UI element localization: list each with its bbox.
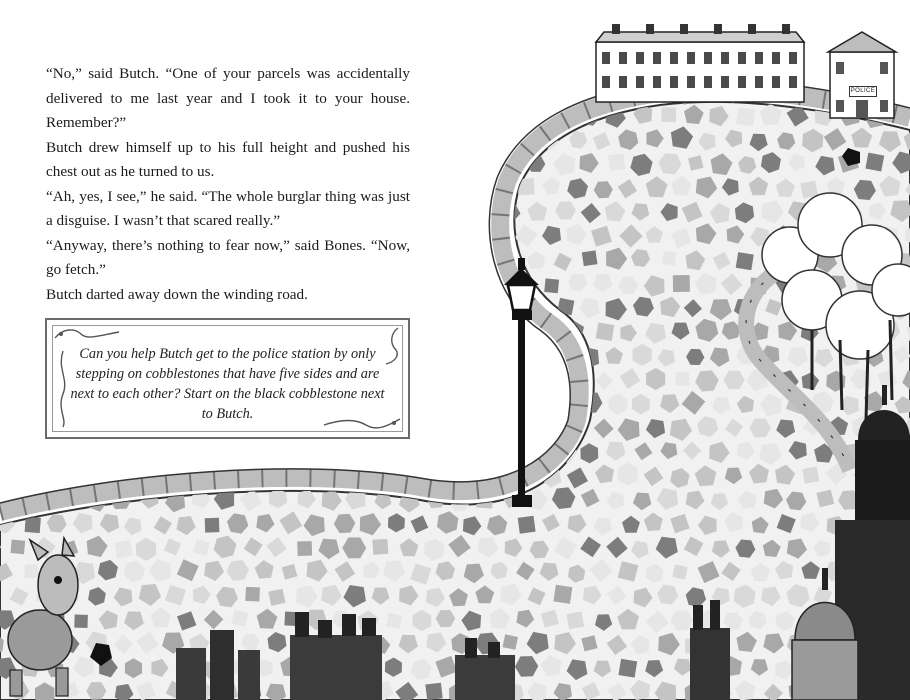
cobblestone[interactable]: [582, 250, 598, 266]
house-window: [670, 76, 678, 88]
cobblestone[interactable]: [409, 226, 429, 246]
cobblestone[interactable]: [74, 615, 88, 629]
cobblestone[interactable]: [0, 468, 15, 488]
cobblestone[interactable]: [661, 107, 676, 122]
cobblestone[interactable]: [215, 441, 235, 461]
cobblestone[interactable]: [18, 128, 38, 148]
cobblestone[interactable]: [193, 446, 208, 461]
cobblestone[interactable]: [34, 441, 57, 461]
house-window: [789, 52, 797, 64]
house-window: [772, 76, 780, 88]
cobblestone[interactable]: [478, 395, 497, 416]
cobblestone[interactable]: [22, 323, 42, 344]
cobblestone[interactable]: [425, 349, 444, 367]
house-window: [653, 52, 661, 64]
cobblestone[interactable]: [47, 464, 67, 487]
cobblestone[interactable]: [409, 417, 431, 438]
cobblestone[interactable]: [427, 298, 445, 316]
house-window: [602, 52, 610, 64]
cobblestone[interactable]: [11, 540, 26, 555]
cobblestone[interactable]: [386, 613, 402, 629]
cobblestone[interactable]: [566, 612, 584, 630]
cobblestone[interactable]: [0, 84, 15, 102]
cobblestone[interactable]: [422, 440, 444, 462]
roof-chimney: [714, 24, 722, 34]
cobblestone[interactable]: [372, 539, 388, 555]
cobblestone[interactable]: [410, 128, 431, 148]
story-paragraph: “No,” said Butch. “One of your parcels was accidentally delivered to me last year and I took it to your house. Remember?”: [46, 65, 410, 131]
cobblestone[interactable]: [20, 272, 42, 295]
house-window: [738, 52, 746, 64]
cobblestone[interactable]: [440, 178, 460, 199]
house-window: [755, 52, 763, 64]
cobblestone[interactable]: [488, 319, 510, 341]
cobblestone[interactable]: [0, 104, 2, 125]
puzzle-box: [45, 318, 410, 439]
cobblestone[interactable]: [294, 443, 312, 461]
cobblestone[interactable]: [244, 445, 257, 458]
cobblestone[interactable]: [414, 82, 432, 99]
cobblestone[interactable]: [0, 152, 1, 172]
puzzle-instructions: Can you help Butch get to the police station by only stepping on cobblestones that have five sides and are next to each other? Start on the black cobblestone next to Butch.: [70, 346, 385, 422]
cobblestone[interactable]: [608, 153, 626, 171]
house-window: [687, 52, 695, 64]
cobblestone[interactable]: [9, 345, 30, 366]
roof-chimney: [646, 24, 654, 34]
cobblestone[interactable]: [553, 585, 572, 604]
cobblestone[interactable]: [425, 202, 443, 219]
cobblestone[interactable]: [25, 517, 41, 533]
roof-chimney: [680, 24, 688, 34]
cobblestone[interactable]: [21, 467, 39, 485]
house-window: [704, 76, 712, 88]
cobblestone[interactable]: [0, 345, 3, 367]
cobblestone[interactable]: [452, 201, 470, 219]
cobblestone[interactable]: [438, 321, 458, 340]
house-window: [755, 76, 763, 88]
cobblestone[interactable]: [465, 323, 484, 344]
cobblestone[interactable]: [531, 348, 549, 366]
cobblestone[interactable]: [462, 370, 482, 391]
cobblestone[interactable]: [802, 467, 819, 484]
cobblestone[interactable]: [865, 153, 884, 172]
cobblestone[interactable]: [0, 251, 2, 269]
cobblestone[interactable]: [464, 273, 482, 292]
cobblestone[interactable]: [0, 323, 16, 341]
house-window: [619, 52, 627, 64]
roof-chimney: [612, 24, 620, 34]
cobblestone[interactable]: [662, 251, 677, 265]
cobblestone[interactable]: [428, 156, 443, 171]
cobblestone[interactable]: [544, 278, 559, 293]
cobblestone[interactable]: [375, 443, 392, 461]
cobblestone[interactable]: [0, 129, 15, 146]
story-paragraph: “Ah, yes, I see,” he said. “The whole burglar thing was just a disguise. I wasn’t that scared really.”: [46, 187, 410, 229]
cobblestone[interactable]: [474, 349, 494, 368]
cobblestone[interactable]: [491, 372, 510, 391]
cobblestone[interactable]: [345, 442, 368, 464]
cobblestone[interactable]: [464, 129, 486, 151]
cobblestone[interactable]: [500, 106, 520, 126]
cobblestone[interactable]: [449, 108, 468, 127]
cobblestone[interactable]: [596, 323, 615, 342]
house-window: [602, 76, 610, 88]
cobblestone[interactable]: [618, 659, 637, 678]
cobblestone[interactable]: [434, 225, 455, 246]
cobblestone[interactable]: [74, 465, 95, 486]
cobblestone[interactable]: [452, 153, 473, 174]
cobblestone[interactable]: [736, 252, 754, 270]
cobblestone[interactable]: [569, 83, 587, 101]
cobblestone[interactable]: [414, 276, 431, 294]
cobblestone[interactable]: [451, 442, 471, 462]
cobblestone[interactable]: [268, 589, 285, 606]
cobblestone[interactable]: [22, 86, 37, 101]
house-window: [670, 52, 678, 64]
cobblestone[interactable]: [475, 444, 495, 463]
cobblestone[interactable]: [25, 229, 43, 247]
cobblestone[interactable]: [675, 372, 689, 386]
cobblestone[interactable]: [449, 346, 468, 365]
cobblestone[interactable]: [503, 634, 519, 650]
cobblestone[interactable]: [557, 298, 574, 315]
cobblestone[interactable]: [0, 180, 12, 198]
cobblestone[interactable]: [415, 371, 432, 389]
cobblestone[interactable]: [9, 201, 27, 220]
cobblestone[interactable]: [21, 180, 39, 199]
cobblestone[interactable]: [89, 445, 105, 461]
cobblestone[interactable]: [452, 250, 471, 269]
cobblestone[interactable]: [490, 128, 510, 149]
cobblestone[interactable]: [297, 541, 312, 556]
house-window: [738, 76, 746, 88]
cobblestone[interactable]: [398, 444, 417, 463]
cobblestone[interactable]: [476, 108, 494, 126]
cobblestone[interactable]: [526, 393, 547, 414]
cobblestone[interactable]: [736, 107, 755, 126]
cobblestone[interactable]: [205, 518, 220, 533]
house-window: [704, 52, 712, 64]
story-text: [46, 62, 410, 307]
terraced-houses: [596, 24, 804, 102]
cobblestone[interactable]: [464, 228, 484, 248]
cobblestone[interactable]: [7, 440, 27, 460]
cobblestone[interactable]: [0, 297, 2, 315]
cobblestone[interactable]: [541, 82, 560, 102]
police-sign: POLICE: [849, 86, 877, 97]
cobblestone[interactable]: [461, 79, 482, 102]
cobblestone[interactable]: [424, 395, 442, 413]
cobblestone[interactable]: [232, 610, 248, 626]
story-paragraph: Butch darted away down the winding road.: [46, 285, 308, 303]
cobblestone[interactable]: [540, 371, 559, 390]
cobblestone[interactable]: [245, 587, 260, 602]
cobblestone[interactable]: [0, 202, 2, 220]
cobblestone[interactable]: [905, 81, 910, 100]
roof-chimney: [748, 24, 756, 34]
story-paragraph: Butch drew himself up to his full height and pushed his chest out as he turned to us.: [46, 138, 410, 180]
house-window: [721, 76, 729, 88]
police-station: [828, 32, 896, 118]
cobblestone[interactable]: [24, 371, 44, 392]
cobblestone[interactable]: [436, 83, 457, 105]
cobblestone[interactable]: [10, 155, 28, 172]
cobblestone[interactable]: [21, 417, 42, 438]
cobblestone[interactable]: [673, 275, 690, 292]
cobblestone[interactable]: [61, 443, 82, 464]
cobblestone[interactable]: [518, 516, 536, 534]
cobblestone[interactable]: [491, 417, 512, 439]
cobblestone[interactable]: [7, 394, 25, 411]
cobblestone[interactable]: [489, 82, 506, 99]
cobblestone[interactable]: [167, 443, 184, 460]
cobblestone[interactable]: [138, 443, 160, 465]
cobblestone[interactable]: [12, 105, 30, 123]
cobblestone[interactable]: [114, 540, 133, 559]
cobblestone[interactable]: [0, 441, 5, 464]
cobblestone[interactable]: [467, 468, 481, 482]
cobblestone[interactable]: [672, 564, 687, 579]
cobblestone[interactable]: [437, 370, 457, 391]
cobblestone[interactable]: [318, 442, 340, 461]
cobblestone[interactable]: [426, 109, 444, 125]
cobblestone[interactable]: [448, 299, 469, 320]
cobblestone[interactable]: [0, 369, 17, 391]
cobblestone[interactable]: [413, 182, 431, 199]
cobblestone[interactable]: [5, 250, 25, 271]
flourish-top-left-icon: [53, 326, 123, 342]
cobblestone[interactable]: [0, 275, 16, 295]
house-window: [772, 52, 780, 64]
house-window: [636, 52, 644, 64]
house-window: [721, 52, 729, 64]
cobblestone[interactable]: [9, 297, 29, 317]
cobblestone[interactable]: [0, 226, 14, 247]
cobblestone[interactable]: [517, 84, 534, 102]
cobblestone[interactable]: [436, 416, 459, 438]
cobblestone[interactable]: [518, 178, 535, 195]
cobblestone[interactable]: [425, 683, 442, 700]
cobblestone[interactable]: [438, 130, 459, 151]
story-paragraph: “Anyway, there’s nothing to fear now,” said Bones. “Now, go fetch.”: [46, 236, 410, 278]
house-window: [653, 76, 661, 88]
house-window: [687, 76, 695, 88]
house-window: [636, 76, 644, 88]
cobblestone[interactable]: [474, 155, 495, 177]
cobblestone[interactable]: [265, 440, 286, 460]
cobblestone[interactable]: [463, 176, 486, 199]
house-window: [789, 76, 797, 88]
cobblestone[interactable]: [426, 249, 446, 269]
house-window: [619, 76, 627, 88]
cobblestone[interactable]: [111, 441, 131, 460]
cobblestone[interactable]: [25, 564, 39, 578]
cobblestone[interactable]: [411, 322, 433, 344]
cobblestone[interactable]: [442, 276, 459, 293]
cobblestone[interactable]: [478, 298, 495, 316]
cobblestone[interactable]: [0, 420, 15, 438]
cobblestone[interactable]: [465, 421, 484, 439]
roof-chimney: [782, 24, 790, 34]
cobblestone[interactable]: [451, 394, 469, 412]
